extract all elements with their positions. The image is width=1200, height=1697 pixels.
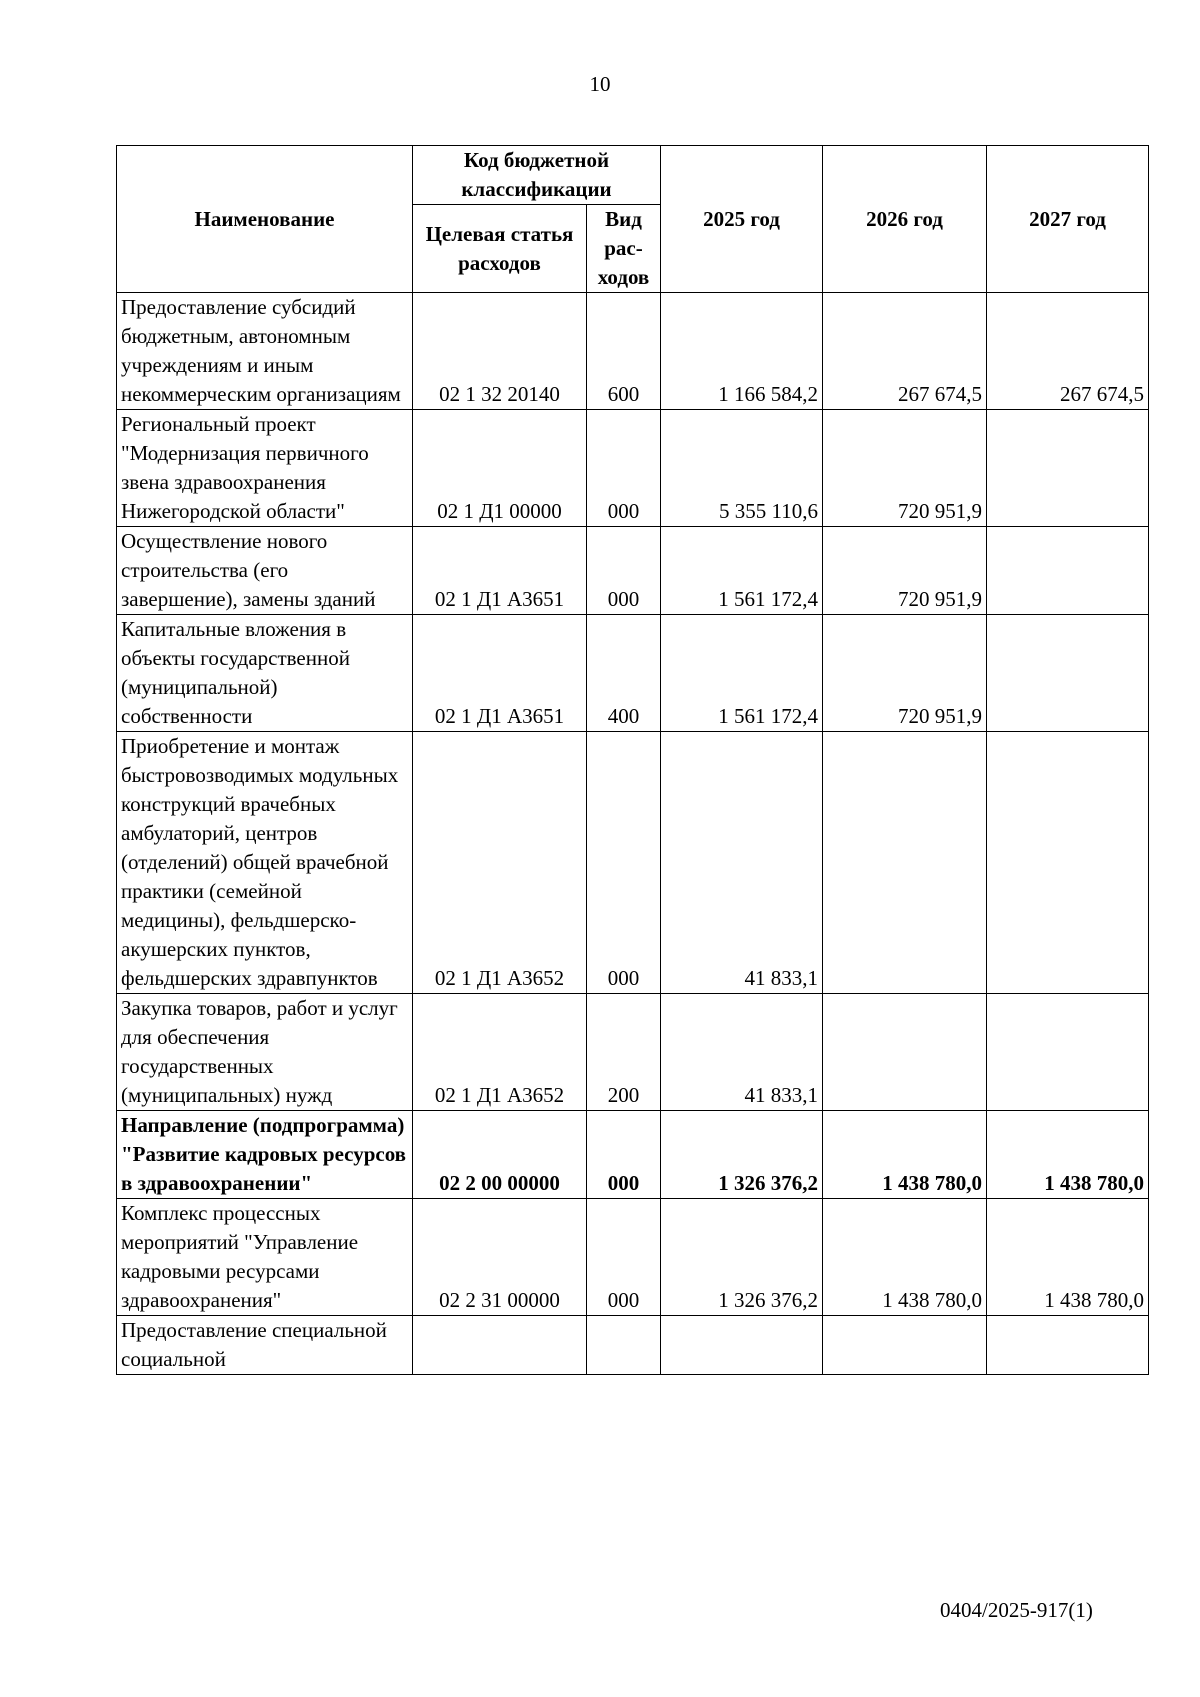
row-name: Осуществление нового строительства (его завершение), замены зданий [117, 527, 413, 615]
row-expense-type: 000 [587, 732, 661, 994]
table-row [117, 527, 1149, 615]
row-amount-2027 [987, 527, 1149, 615]
row-amount-2027: 1 438 780,0 [987, 1111, 1149, 1199]
header-target: Целевая статья расходов [413, 205, 587, 293]
row-amount-2026: 1 438 780,0 [823, 1199, 987, 1316]
row-expense-type [587, 1316, 661, 1375]
row-amount-2025: 41 833,1 [661, 994, 823, 1111]
row-target-code: 02 1 32 20140 [413, 293, 587, 410]
row-name: Предоставление субсидий бюджетным, автономным учреждениям и иным некоммерческим организациям [117, 293, 413, 410]
row-name: Региональный проект "Модернизация первичного звена здравоохранения Нижегородской области" [117, 410, 413, 527]
row-amount-2026: 720 951,9 [823, 410, 987, 527]
header-2027: 2027 год [987, 146, 1149, 293]
row-amount-2026 [823, 732, 987, 994]
row-expense-type: 400 [587, 615, 661, 732]
row-amount-2027 [987, 732, 1149, 994]
row-target-code: 02 1 Д1 А3651 [413, 615, 587, 732]
table-row [117, 615, 1149, 732]
row-name: Предоставление специальной социальной [117, 1316, 413, 1375]
row-amount-2025: 1 561 172,4 [661, 615, 823, 732]
row-expense-type: 000 [587, 527, 661, 615]
row-name: Приобретение и монтаж быстровозводимых модульных конструкций врачебных амбулаторий, центров (отделений) общей врачебной практики (семейной медицины), фельдшерско-акушерских пунктов, фельдшерских здравпунктов [117, 732, 413, 994]
row-amount-2025 [661, 1316, 823, 1375]
row-name: Закупка товаров, работ и услуг для обеспечения государственных (муниципальных) нужд [117, 994, 413, 1111]
table-row [117, 1199, 1149, 1316]
table-row [117, 1111, 1149, 1199]
row-expense-type: 000 [587, 1111, 661, 1199]
row-amount-2027 [987, 410, 1149, 527]
row-expense-type: 000 [587, 410, 661, 527]
row-target-code: 02 1 Д1 А3652 [413, 994, 587, 1111]
row-amount-2026: 720 951,9 [823, 527, 987, 615]
row-amount-2026 [823, 1316, 987, 1375]
row-amount-2026 [823, 994, 987, 1111]
table-row [117, 732, 1149, 994]
table-row [117, 1316, 1149, 1375]
row-target-code: 02 1 Д1 А3652 [413, 732, 587, 994]
row-amount-2025: 41 833,1 [661, 732, 823, 994]
document-number: 0404/2025-917(1) [940, 1598, 1093, 1622]
row-amount-2025: 1 561 172,4 [661, 527, 823, 615]
row-amount-2025: 1 166 584,2 [661, 293, 823, 410]
table-row [117, 410, 1149, 527]
table-row [117, 994, 1149, 1111]
row-target-code: 02 1 Д1 А3651 [413, 527, 587, 615]
row-target-code: 02 2 00 00000 [413, 1111, 587, 1199]
header-vid: Вид рас-ходов [587, 205, 661, 293]
budget-table [116, 145, 1149, 1375]
row-amount-2025: 1 326 376,2 [661, 1111, 823, 1199]
row-target-code: 02 2 31 00000 [413, 1199, 587, 1316]
row-amount-2027: 267 674,5 [987, 293, 1149, 410]
row-expense-type: 000 [587, 1199, 661, 1316]
row-amount-2027 [987, 994, 1149, 1111]
header-2026: 2026 год [823, 146, 987, 293]
page-number: 10 [589, 72, 611, 96]
header-code-group: Код бюджетной классификации [413, 146, 661, 205]
row-amount-2026: 720 951,9 [823, 615, 987, 732]
row-amount-2026: 267 674,5 [823, 293, 987, 410]
header-name: Наименование [117, 146, 413, 293]
row-expense-type: 600 [587, 293, 661, 410]
row-amount-2027 [987, 615, 1149, 732]
row-expense-type: 200 [587, 994, 661, 1111]
row-amount-2027 [987, 1316, 1149, 1375]
row-name: Направление (подпрограмма) "Развитие кадровых ресурсов в здравоохранении" [117, 1111, 413, 1199]
row-target-code: 02 1 Д1 00000 [413, 410, 587, 527]
row-amount-2026: 1 438 780,0 [823, 1111, 987, 1199]
row-name: Капитальные вложения в объекты государственной (муниципальной) собственности [117, 615, 413, 732]
row-amount-2025: 1 326 376,2 [661, 1199, 823, 1316]
row-target-code [413, 1316, 587, 1375]
row-amount-2025: 5 355 110,6 [661, 410, 823, 527]
header-2025: 2025 год [661, 146, 823, 293]
row-name: Комплекс процессных мероприятий "Управление кадровыми ресурсами здравоохранения" [117, 1199, 413, 1316]
table-row [117, 293, 1149, 410]
row-amount-2027: 1 438 780,0 [987, 1199, 1149, 1316]
